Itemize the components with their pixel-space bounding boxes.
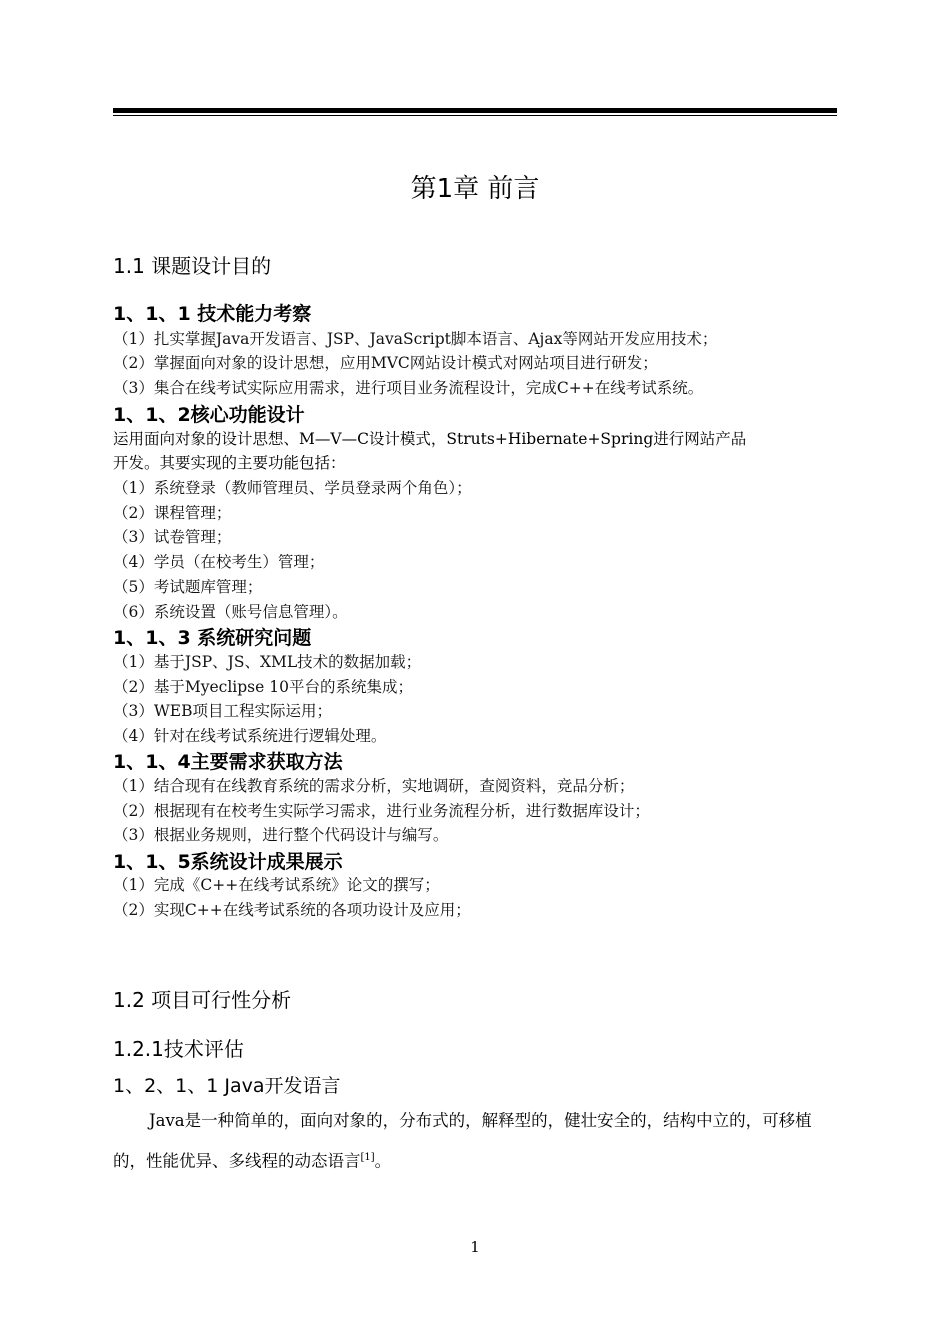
list-item: （3）根据业务规则，进行整个代码设计与编写。: [113, 826, 449, 844]
list-item: （6）系统设置（账号信息管理）。: [113, 603, 348, 621]
list-item: （1）扎实掌握Java开发语言、JSP、JavaScript脚本语言、Ajax等网站开发应用技术；: [113, 330, 718, 348]
java-paragraph-text: Java是一种简单的，面向对象的，分布式的，解释型的，健壮安全的，结构中立的，可移植的，性能优异、多线程的动态语言: [113, 1111, 812, 1171]
list-item: （2）课程管理；: [113, 504, 232, 522]
list-item: （4）学员（在校考生）管理；: [113, 553, 325, 571]
list-item: （2）掌握面向对象的设计思想，应用MVC网站设计模式对网站项目进行研发；: [113, 354, 658, 372]
list-item: （3）集合在线考试实际应用需求，进行项目业务流程设计，完成C++在线考试系统。: [113, 379, 704, 397]
section-1-1-3-title: 1、1、3 系统研究问题: [113, 627, 312, 649]
java-paragraph: [113, 1102, 837, 1180]
section-1-2-1-1-title: 1、2、1、1 Java开发语言: [113, 1075, 341, 1097]
header-rule-thin: [113, 115, 837, 116]
page-number: 1: [470, 1238, 480, 1256]
section-1-1-4-title: 1、1、4主要需求获取方法: [113, 751, 343, 773]
list-item: （3）试卷管理；: [113, 528, 232, 546]
section-1-2-1-title: 1.2.1技术评估: [113, 1037, 244, 1061]
list-item: （2）实现C++在线考试系统的各项功设计及应用；: [113, 901, 471, 919]
section-1-1-title: 1.1 课题设计目的: [113, 254, 272, 278]
list-item: （4）针对在线考试系统进行逻辑处理。: [113, 727, 387, 745]
java-paragraph-end: 。: [374, 1151, 392, 1171]
section-1-2-title: 1.2 项目可行性分析: [113, 988, 292, 1012]
list-item: （1）结合现有在线教育系统的需求分析，实地调研，查阅资料，竞品分析；: [113, 777, 635, 795]
list-item: （3）WEB项目工程实际运用；: [113, 702, 332, 720]
citation-ref[interactable]: [1]: [360, 1152, 375, 1163]
list-item: （2）基于Myeclipse 10平台的系统集成；: [113, 678, 413, 696]
section-1-1-2-intro-line2: 开发。其要实现的主要功能包括：: [113, 454, 346, 472]
list-item: （5）考试题库管理；: [113, 578, 263, 596]
header-rule-thick: [113, 108, 837, 113]
list-item: （1）基于JSP、JS、XML技术的数据加载；: [113, 653, 422, 671]
list-item: （2）根据现有在校考生实际学习需求，进行业务流程分析，进行数据库设计；: [113, 802, 650, 820]
section-1-1-1-title: 1、1、1 技术能力考察: [113, 303, 312, 325]
list-item: （1）系统登录（教师管理员、学员登录两个角色）；: [113, 479, 472, 497]
chapter-title: 第1章 前言: [410, 174, 540, 204]
section-1-1-2-title: 1、1、2核心功能设计: [113, 404, 305, 426]
section-1-1-2-intro-line1: 运用面向对象的设计思想、M—V—C设计模式，Struts+Hibernate+Spring进行网站产品: [113, 430, 747, 448]
section-1-1-5-title: 1、1、5系统设计成果展示: [113, 851, 343, 873]
list-item: （1）完成《C++在线考试系统》论文的撰写；: [113, 876, 440, 894]
